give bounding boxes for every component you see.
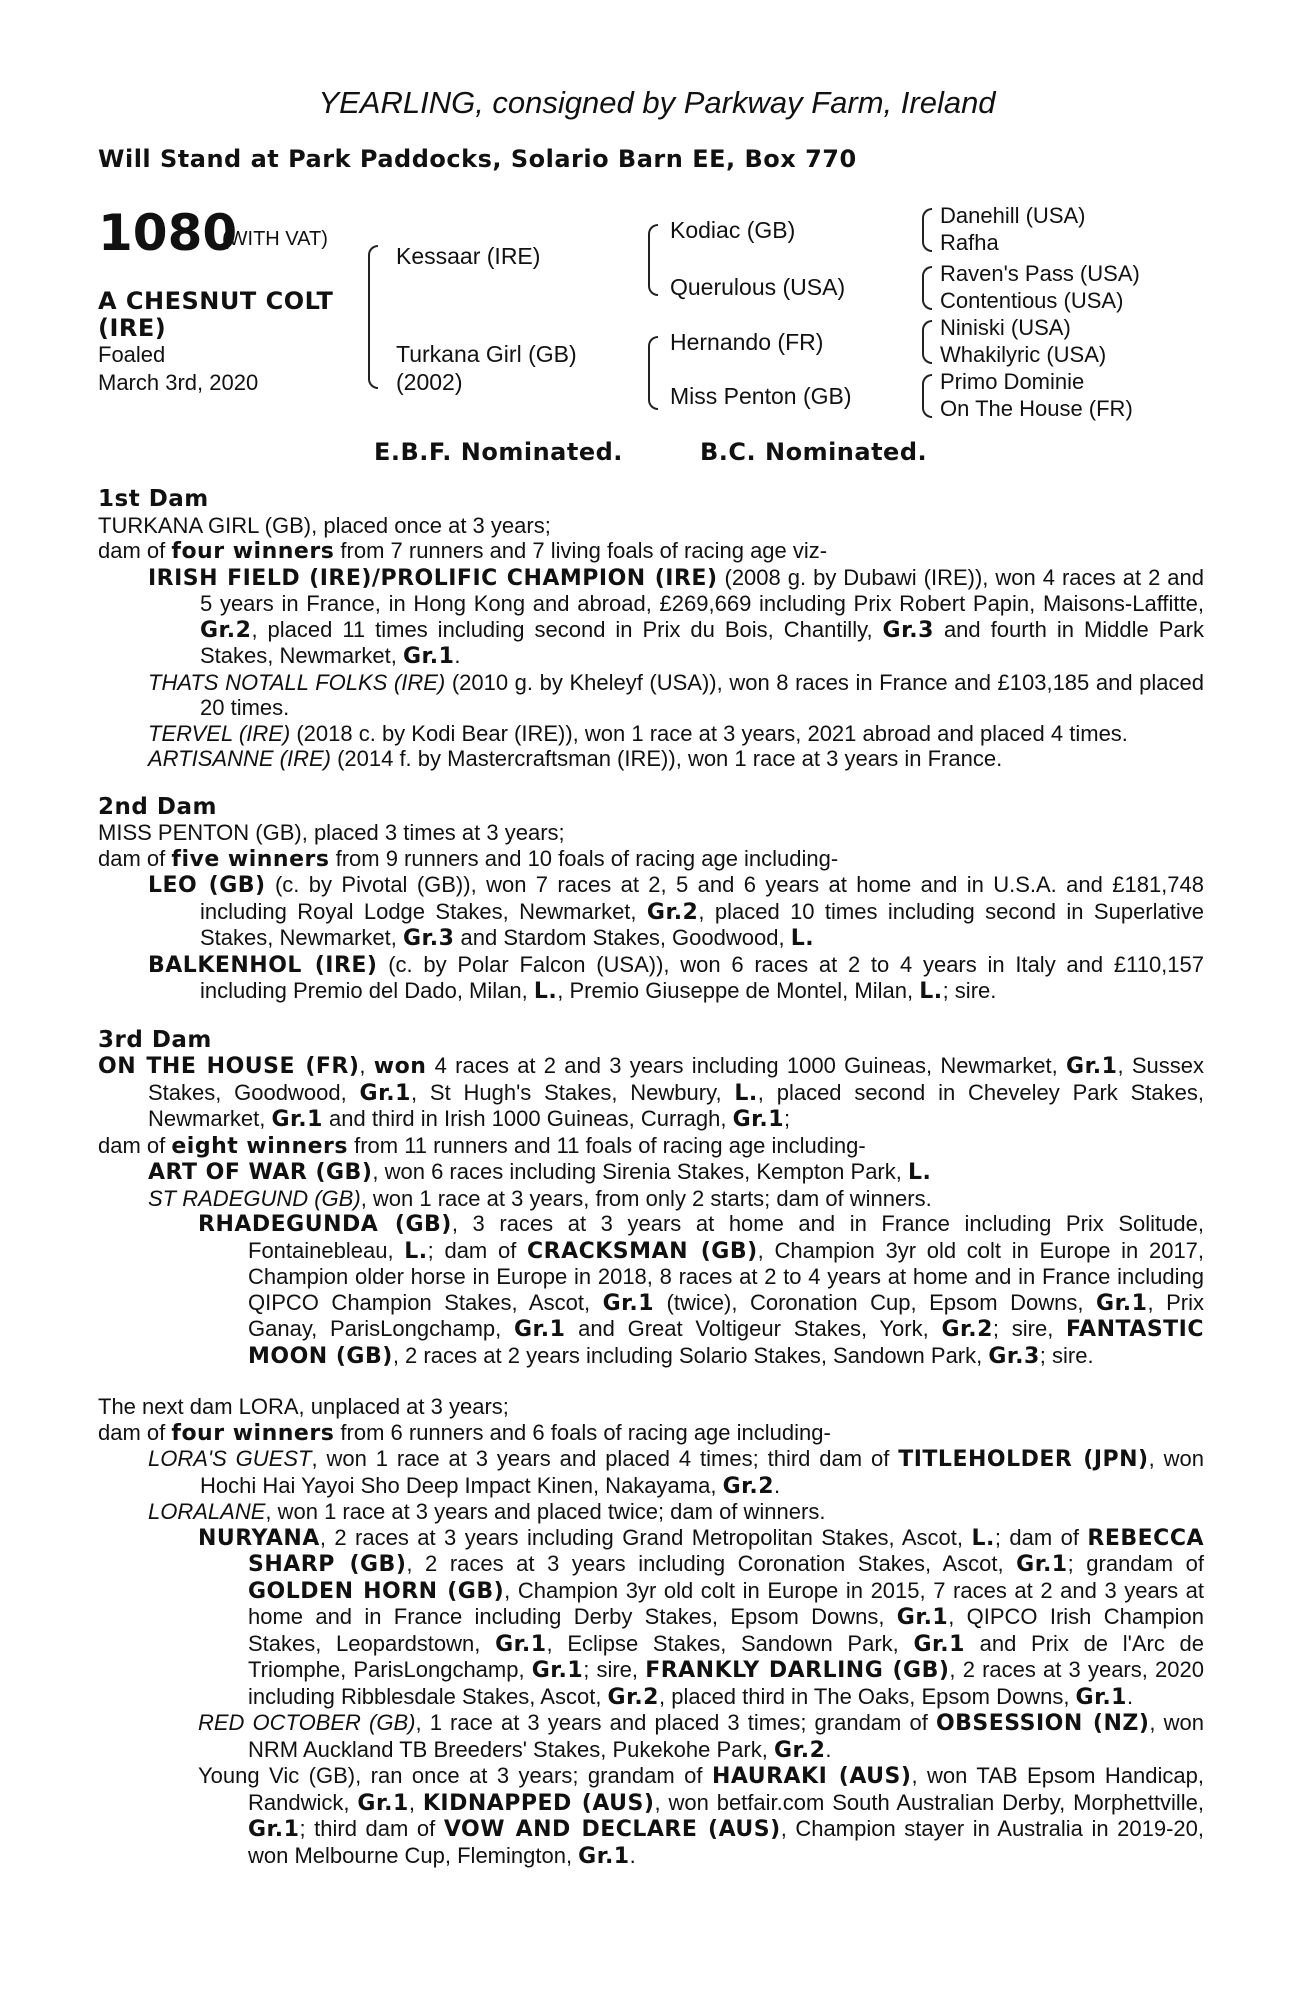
third-dam-entry: ST RADEGUND (GB), won 1 race at 3 years, from only 2 starts; dam of winners. <box>148 1185 932 1211</box>
pedigree-sire-dam: Querulous (USA) <box>670 274 846 300</box>
first-dam-entry: THATS NOTALL FOLKS (IRE) (2010 g. by Kheleyf (USA)), won 8 races in France and £103,185 and placed 20 times. <box>148 669 1204 720</box>
pedigree-g3-4: Contentious (USA) <box>940 288 1124 313</box>
ebf-nomination: E.B.F. Nominated. <box>374 438 623 466</box>
stand-location: Will Stand at Park Paddocks, Solario Barn EE, Box 770 <box>98 145 857 173</box>
first-dam-line: TURKANA GIRL (GB), placed once at 3 years; <box>98 512 551 538</box>
lot-description-line1: A CHESNUT COLT <box>98 287 334 315</box>
lot-number: 1080 <box>98 204 238 262</box>
pedigree-sire-sire: Kodiac (GB) <box>670 217 796 243</box>
lot-description <box>98 288 333 342</box>
pedigree-g3-5: Niniski (USA) <box>940 315 1071 340</box>
first-dam-heading: 1st Dam <box>98 486 209 512</box>
next-dam-subentry: NURYANA, 2 races at 3 years including Grand Metropolitan Stakes, Ascot, L.; dam of REBECCA SHARP (GB), 2 races at 3 years including Coronation Stakes, Ascot, Gr.1; grandam of GOLDEN HORN (GB), Champion 3yr old colt in Europe in 2015, 7 races at 2 and 3 years at home and in France including Derby Stakes, Epsom Downs, Gr.1, QIPCO Irish Champion Stakes, Leopardstown, Gr.1, Eclipse Stakes, Sandown Park, Gr.1 and Prix de l'Arc de Triomphe, ParisLongchamp, Gr.1; sire, FRANKLY DARLING (GB), 2 races at 3 years, 2020 including Ribblesdale Stakes, Ascot, Gr.2, placed third in The Oaks, Epsom Downs, Gr.1. <box>198 1524 1204 1710</box>
pedigree-g3-7: Primo Dominie <box>940 369 1085 394</box>
third-dam-produce: dam of eight winners from 11 runners and 11 foals of racing age including- <box>98 1132 866 1159</box>
pedigree-g3-2: Rafha <box>940 230 999 255</box>
third-dam-line: ON THE HOUSE (FR), won 4 races at 2 and 3 years including 1000 Guineas, Newmarket, Gr.1, Sussex Stakes, Goodwood, Gr.1, St Hugh's Stakes, Newbury, L., placed second in Cheveley Park Stakes, Newmarket, Gr.1 and third in Irish 1000 Guineas, Curragh, Gr.1; <box>98 1053 1204 1132</box>
pedigree-dam-year: (2002) <box>396 369 463 395</box>
pedigree-brace-g3a <box>922 208 932 252</box>
pedigree-g3-1: Danehill (USA) <box>940 203 1086 228</box>
pedigree-brace-gen1 <box>368 245 378 389</box>
pedigree-g3-3: Raven's Pass (USA) <box>940 261 1140 286</box>
foaled-label: Foaled <box>98 342 166 367</box>
second-dam-entry: LEO (GB) (c. by Pivotal (GB)), won 7 races at 2, 5 and 6 years at home and in U.S.A. and £181,748 including Royal Lodge Stakes, Newmarket, Gr.2, placed 10 times including second in Superlative Stakes, Newmarket, Gr.3 and Stardom Stakes, Goodwood, L. <box>148 872 1204 951</box>
pedigree-dam-dam: Miss Penton (GB) <box>670 383 852 409</box>
second-dam-line: MISS PENTON (GB), placed 3 times at 3 years; <box>98 820 565 845</box>
pedigree-dam-sire: Hernando (FR) <box>670 329 824 355</box>
pedigree-brace-sire <box>648 224 658 296</box>
third-dam-entry: ART OF WAR (GB), won 6 races including Sirenia Stakes, Kempton Park, L. <box>148 1159 932 1185</box>
first-dam-entry: TERVEL (IRE) (2018 c. by Kodi Bear (IRE)), won 1 race at 3 years, 2021 abroad and placed 4 times. <box>148 720 1128 746</box>
first-dam-entry: ARTISANNE (IRE) (2014 f. by Mastercraftsman (IRE)), won 1 race at 3 years in France. <box>148 746 1003 771</box>
first-dam-produce: dam of four winners from 7 runners and 7 living foals of racing age viz- <box>98 538 828 564</box>
next-dam-subentry: RED OCTOBER (GB), 1 race at 3 years and placed 3 times; grandam of OBSESSION (NZ), won NRM Auckland TB Breeders' Stakes, Pukekohe Park, Gr.2. <box>198 1710 1204 1763</box>
pedigree-brace-g3d <box>922 374 932 418</box>
catalogue-header: YEARLING, consigned by Parkway Farm, Ireland <box>318 85 996 120</box>
pedigree-g3-6: Whakilyric (USA) <box>940 342 1107 367</box>
next-dam-entry: LORA'S GUEST, won 1 race at 3 years and placed 4 times; third dam of TITLEHOLDER (JPN), won Hochi Hai Yayoi Sho Deep Impact Kinen, Nakayama, Gr.2. <box>148 1446 1204 1499</box>
second-dam-entry: BALKENHOL (IRE) (c. by Polar Falcon (USA)), won 6 races at 2 to 4 years in Italy and £110,157 including Premio del Dado, Milan, L., Premio Giuseppe de Montel, Milan, L.; sire. <box>148 951 1204 1004</box>
next-dam-subentry: Young Vic (GB), ran once at 3 years; grandam of HAURAKI (AUS), won TAB Epsom Handicap, Randwick, Gr.1, KIDNAPPED (AUS), won betfair.com South Australian Derby, Morphettville, Gr.1; third dam of VOW AND DECLARE (AUS), Champion stayer in Australia in 2019-20, won Melbourne Cup, Flemington, Gr.1. <box>198 1763 1205 1869</box>
next-dam-line: The next dam LORA, unplaced at 3 years; <box>98 1394 509 1419</box>
next-dam-produce: dam of four winners from 6 runners and 6 foals of racing age including- <box>98 1419 831 1446</box>
third-dam-heading: 3rd Dam <box>98 1026 212 1053</box>
pedigree-sire: Kessaar (IRE) <box>396 243 541 269</box>
second-dam-produce: dam of five winners from 9 runners and 10 foals of racing age including- <box>98 845 839 872</box>
lot-description-line2: (IRE) <box>98 314 167 342</box>
vat-note: (WITH VAT) <box>222 228 328 250</box>
pedigree-brace-g3b <box>922 266 932 310</box>
pedigree-g3-8: On The House (FR) <box>940 396 1133 421</box>
pedigree-brace-dam <box>648 336 658 410</box>
pedigree-dam: Turkana Girl (GB) <box>396 341 577 367</box>
foaled-date: March 3rd, 2020 <box>98 370 259 395</box>
pedigree-brace-g3c <box>922 320 932 364</box>
third-dam-subentry: RHADEGUNDA (GB), 3 races at 3 years at home and in France including Prix Solitude, Fontainebleau, L.; dam of CRACKSMAN (GB), Champion 3yr old colt in Europe in 2017, Champion older horse in Europe in 2018, 8 races at 2 to 4 years at home and in France including QIPCO Champion Stakes, Ascot, Gr.1 (twice), Coronation Cup, Epsom Downs, Gr.1, Prix Ganay, ParisLongchamp, Gr.1 and Great Voltigeur Stakes, York, Gr.2; sire, FANTASTIC MOON (GB), 2 races at 2 years including Solario Stakes, Sandown Park, Gr.3; sire. <box>198 1211 1205 1369</box>
first-dam-entry: IRISH FIELD (IRE)/PROLIFIC CHAMPION (IRE) (2008 g. by Dubawi (IRE)), won 4 races at 2 and 5 years in France, in Hong Kong and abroad, £269,669 including Prix Robert Papin, Maisons-Laffitte, Gr.2, placed 11 times including second in Prix du Bois, Chantilly, Gr.3 and fourth in Middle Park Stakes, Newmarket, Gr.1. <box>148 564 1204 669</box>
pedigree-notes <box>98 487 1204 1869</box>
next-dam-entry: LORALANE, won 1 race at 3 years and placed twice; dam of winners. <box>148 1499 826 1524</box>
second-dam-heading: 2nd Dam <box>98 793 217 820</box>
bc-nomination: B.C. Nominated. <box>700 438 928 466</box>
